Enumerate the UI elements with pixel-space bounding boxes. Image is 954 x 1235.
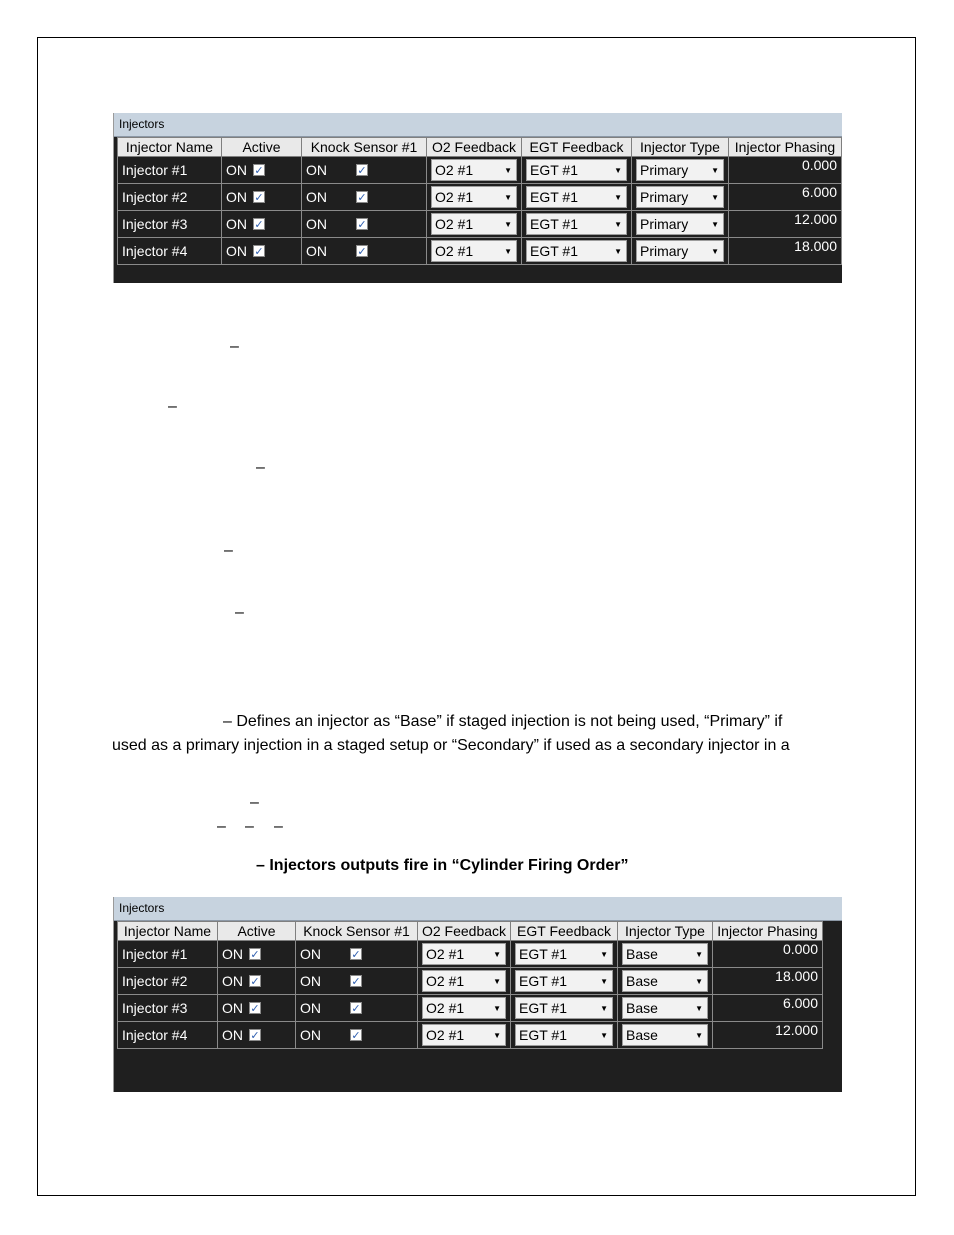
dash-mark: – — [235, 604, 244, 621]
knock-sensor-label: ON — [306, 243, 327, 259]
egt-feedback-select[interactable] — [526, 240, 627, 262]
knock-sensor-checkbox[interactable]: ✓ — [357, 192, 367, 204]
active-cell — [222, 157, 302, 184]
knock-sensor-checkbox[interactable]: ✓ — [351, 1003, 361, 1015]
injector-row — [118, 968, 823, 995]
injector-phasing-value[interactable]: 6.000 — [729, 184, 842, 211]
chevron-down-icon: ▼ — [493, 1003, 501, 1013]
column-header: Knock Sensor #1 — [296, 922, 418, 941]
egt-feedback-select-value: EGT #1 — [519, 946, 567, 962]
injectors-panel-base — [113, 897, 842, 1092]
injector-type-select-cell — [618, 1022, 713, 1049]
o2-feedback-select-cell — [427, 211, 522, 238]
chevron-down-icon: ▼ — [711, 192, 719, 202]
egt-feedback-select-cell — [522, 211, 632, 238]
chevron-down-icon: ▼ — [614, 165, 622, 175]
injector-name: Injector #3 — [118, 995, 218, 1022]
injectors-table — [117, 137, 842, 265]
egt-feedback-select-cell — [522, 184, 632, 211]
chevron-down-icon: ▼ — [600, 1030, 608, 1040]
injector-type-select-value: Primary — [640, 162, 689, 178]
active-checkbox[interactable]: ✓ — [254, 219, 264, 231]
injector-type-select-value: Primary — [640, 189, 689, 205]
injectors-table — [117, 921, 823, 1049]
chevron-down-icon: ▼ — [695, 949, 703, 959]
injector-type-select-value: Primary — [640, 243, 689, 259]
injector-type-select[interactable] — [636, 240, 724, 262]
egt-feedback-select-value: EGT #1 — [530, 162, 578, 178]
chevron-down-icon: ▼ — [614, 219, 622, 229]
active-cell — [218, 968, 296, 995]
active-checkbox[interactable]: ✓ — [250, 949, 260, 961]
injector-row — [118, 1022, 823, 1049]
chevron-down-icon: ▼ — [600, 1003, 608, 1013]
column-header: O2 Feedback — [418, 922, 511, 941]
egt-feedback-select[interactable] — [515, 997, 613, 1019]
active-cell — [218, 995, 296, 1022]
active-label: ON — [226, 243, 247, 259]
injector-type-select-value: Base — [626, 1000, 658, 1016]
egt-feedback-select[interactable] — [526, 213, 627, 235]
chevron-down-icon: ▼ — [711, 219, 719, 229]
injector-type-select-value: Base — [626, 973, 658, 989]
egt-feedback-select-value: EGT #1 — [519, 973, 567, 989]
active-cell — [222, 184, 302, 211]
knock-sensor-checkbox[interactable]: ✓ — [351, 949, 361, 961]
injector-name: Injector #2 — [118, 968, 218, 995]
column-header: Active — [218, 922, 296, 941]
knock-sensor-checkbox[interactable]: ✓ — [351, 1030, 361, 1042]
chevron-down-icon: ▼ — [504, 246, 512, 256]
dash-mark: – — [256, 459, 265, 476]
egt-feedback-select-cell — [522, 238, 632, 265]
egt-feedback-select[interactable] — [515, 943, 613, 965]
egt-feedback-select-cell — [522, 157, 632, 184]
o2-feedback-select-value: O2 #1 — [426, 1027, 465, 1043]
injector-name: Injector #4 — [118, 238, 222, 265]
o2-feedback-select-value: O2 #1 — [435, 162, 474, 178]
panel-title: Injectors — [114, 113, 842, 137]
o2-feedback-select[interactable] — [431, 186, 517, 208]
egt-feedback-select[interactable] — [526, 159, 627, 181]
egt-feedback-select[interactable] — [526, 186, 627, 208]
dash-mark: – — [230, 338, 239, 355]
header-row — [118, 922, 823, 941]
egt-feedback-select-value: EGT #1 — [530, 189, 578, 205]
injector-name: Injector #1 — [118, 941, 218, 968]
injector-type-select-value: Primary — [640, 216, 689, 232]
active-checkbox[interactable]: ✓ — [254, 192, 264, 204]
dash-mark: – — [250, 794, 259, 811]
o2-feedback-select-value: O2 #1 — [435, 243, 474, 259]
injector-type-select-cell — [618, 995, 713, 1022]
injector-row — [118, 995, 823, 1022]
egt-feedback-select-value: EGT #1 — [519, 1000, 567, 1016]
chevron-down-icon: ▼ — [493, 1030, 501, 1040]
injector-type-select-cell — [632, 184, 729, 211]
egt-feedback-select[interactable] — [515, 970, 613, 992]
injector-type-select-cell — [632, 238, 729, 265]
injector-phasing-value[interactable]: 0.000 — [729, 157, 842, 184]
injector-type-select-cell — [618, 968, 713, 995]
active-cell — [218, 941, 296, 968]
knock-sensor-cell — [296, 1022, 418, 1049]
o2-feedback-select-value: O2 #1 — [435, 189, 474, 205]
knock-sensor-cell — [296, 968, 418, 995]
knock-sensor-cell — [296, 941, 418, 968]
o2-feedback-select-cell — [418, 941, 511, 968]
knock-sensor-label: ON — [306, 162, 327, 178]
injector-name: Injector #1 — [118, 157, 222, 184]
column-header: Injector Type — [618, 922, 713, 941]
chevron-down-icon: ▼ — [504, 219, 512, 229]
column-header: Injector Type — [632, 138, 729, 157]
knock-sensor-cell — [302, 184, 427, 211]
chevron-down-icon: ▼ — [695, 1003, 703, 1013]
egt-feedback-select-value: EGT #1 — [519, 1027, 567, 1043]
dash-mark: – — [274, 818, 283, 835]
column-header: Injector Name — [118, 922, 218, 941]
injector-name: Injector #4 — [118, 1022, 218, 1049]
dash-mark: – — [168, 398, 177, 415]
panel-title: Injectors — [114, 897, 842, 921]
knock-sensor-label: ON — [300, 946, 321, 962]
injector-type-select[interactable] — [622, 970, 708, 992]
injector-phasing-value[interactable]: 18.000 — [729, 238, 842, 265]
egt-feedback-select-cell — [511, 941, 618, 968]
column-header: EGT Feedback — [511, 922, 618, 941]
injector-type-select-cell — [632, 211, 729, 238]
dash-mark: – — [224, 542, 233, 559]
dash-mark: – — [217, 818, 226, 835]
injector-type-select[interactable] — [636, 186, 724, 208]
o2-feedback-select[interactable] — [422, 943, 506, 965]
chevron-down-icon: ▼ — [600, 949, 608, 959]
o2-feedback-select-cell — [418, 1022, 511, 1049]
knock-sensor-label: ON — [300, 1027, 321, 1043]
injector-type-select[interactable] — [636, 159, 724, 181]
active-checkbox[interactable]: ✓ — [250, 1030, 260, 1042]
o2-feedback-select-cell — [427, 238, 522, 265]
injector-type-select-cell — [632, 157, 729, 184]
active-cell — [222, 211, 302, 238]
knock-sensor-cell — [296, 995, 418, 1022]
injector-phasing-value[interactable]: 6.000 — [713, 995, 823, 1022]
o2-feedback-select[interactable] — [431, 240, 517, 262]
chevron-down-icon: ▼ — [695, 1030, 703, 1040]
injector-name: Injector #2 — [118, 184, 222, 211]
knock-sensor-label: ON — [306, 189, 327, 205]
knock-sensor-cell — [302, 238, 427, 265]
column-header: Active — [222, 138, 302, 157]
firing-order-heading: – Injectors outputs fire in “Cylinder Firing Order” — [256, 857, 629, 874]
active-checkbox[interactable]: ✓ — [250, 976, 260, 988]
knock-sensor-cell — [302, 157, 427, 184]
chevron-down-icon: ▼ — [504, 165, 512, 175]
injector-type-select[interactable] — [636, 213, 724, 235]
injector-type-description-line1: – Defines an injector as “Base” if staged injection is not being used, “Primary” if — [223, 713, 783, 730]
injector-type-select-cell — [618, 941, 713, 968]
knock-sensor-label: ON — [300, 1000, 321, 1016]
column-header: Injector Phasing — [713, 922, 823, 941]
injector-type-select[interactable] — [622, 997, 708, 1019]
o2-feedback-select[interactable] — [422, 997, 506, 1019]
injector-phasing-value[interactable]: 18.000 — [713, 968, 823, 995]
injector-phasing-value[interactable]: 0.000 — [713, 941, 823, 968]
o2-feedback-select-value: O2 #1 — [426, 946, 465, 962]
o2-feedback-select[interactable] — [431, 159, 517, 181]
injector-phasing-value[interactable]: 12.000 — [729, 211, 842, 238]
injector-row — [118, 157, 842, 184]
egt-feedback-select-value: EGT #1 — [530, 216, 578, 232]
active-label: ON — [222, 973, 243, 989]
injector-type-select[interactable] — [622, 1024, 708, 1046]
active-label: ON — [226, 216, 247, 232]
active-cell — [222, 238, 302, 265]
chevron-down-icon: ▼ — [711, 165, 719, 175]
active-label: ON — [222, 946, 243, 962]
header-row — [118, 138, 842, 157]
injector-row — [118, 211, 842, 238]
chevron-down-icon: ▼ — [493, 976, 501, 986]
active-label: ON — [226, 162, 247, 178]
injector-row — [118, 184, 842, 211]
o2-feedback-select-value: O2 #1 — [426, 1000, 465, 1016]
knock-sensor-label: ON — [306, 216, 327, 232]
chevron-down-icon: ▼ — [493, 949, 501, 959]
injector-row — [118, 238, 842, 265]
o2-feedback-select[interactable] — [431, 213, 517, 235]
o2-feedback-select-cell — [427, 157, 522, 184]
knock-sensor-checkbox[interactable]: ✓ — [357, 219, 367, 231]
chevron-down-icon: ▼ — [614, 192, 622, 202]
injector-type-select[interactable] — [622, 943, 708, 965]
column-header: Injector Name — [118, 138, 222, 157]
active-checkbox[interactable]: ✓ — [254, 165, 264, 177]
knock-sensor-checkbox[interactable]: ✓ — [351, 976, 361, 988]
egt-feedback-select[interactable] — [515, 1024, 613, 1046]
o2-feedback-select-cell — [418, 995, 511, 1022]
dash-mark: – — [245, 818, 254, 835]
chevron-down-icon: ▼ — [695, 976, 703, 986]
column-header: Injector Phasing — [729, 138, 842, 157]
o2-feedback-select[interactable] — [422, 970, 506, 992]
egt-feedback-select-cell — [511, 968, 618, 995]
egt-feedback-select-cell — [511, 1022, 618, 1049]
injector-row — [118, 941, 823, 968]
injector-name: Injector #3 — [118, 211, 222, 238]
column-header: O2 Feedback — [427, 138, 522, 157]
injectors-panel-primary — [113, 113, 842, 283]
chevron-down-icon: ▼ — [614, 246, 622, 256]
active-checkbox[interactable]: ✓ — [250, 1003, 260, 1015]
chevron-down-icon: ▼ — [600, 976, 608, 986]
knock-sensor-checkbox[interactable]: ✓ — [357, 165, 367, 177]
o2-feedback-select-value: O2 #1 — [426, 973, 465, 989]
active-label: ON — [222, 1000, 243, 1016]
chevron-down-icon: ▼ — [504, 192, 512, 202]
injector-type-select-value: Base — [626, 1027, 658, 1043]
knock-sensor-checkbox[interactable]: ✓ — [357, 246, 367, 258]
o2-feedback-select-cell — [427, 184, 522, 211]
knock-sensor-label: ON — [300, 973, 321, 989]
injector-phasing-value[interactable]: 12.000 — [713, 1022, 823, 1049]
egt-feedback-select-value: EGT #1 — [530, 243, 578, 259]
o2-feedback-select[interactable] — [422, 1024, 506, 1046]
active-checkbox[interactable]: ✓ — [254, 246, 264, 258]
active-cell — [218, 1022, 296, 1049]
knock-sensor-cell — [302, 211, 427, 238]
o2-feedback-select-value: O2 #1 — [435, 216, 474, 232]
column-header: EGT Feedback — [522, 138, 632, 157]
injector-type-description-line2: used as a primary injection in a staged setup or “Secondary” if used as a secondary injector in a — [112, 737, 790, 754]
o2-feedback-select-cell — [418, 968, 511, 995]
injector-type-select-value: Base — [626, 946, 658, 962]
chevron-down-icon: ▼ — [711, 246, 719, 256]
active-label: ON — [226, 189, 247, 205]
egt-feedback-select-cell — [511, 995, 618, 1022]
column-header: Knock Sensor #1 — [302, 138, 427, 157]
active-label: ON — [222, 1027, 243, 1043]
